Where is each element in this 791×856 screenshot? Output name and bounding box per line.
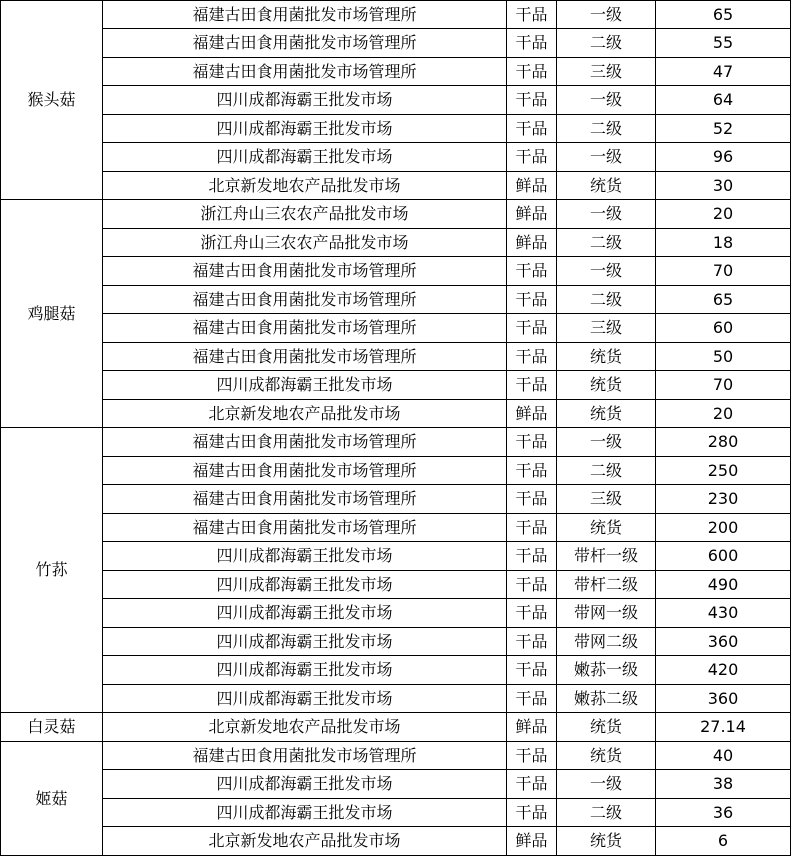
price-cell: 27.14	[656, 713, 791, 742]
form-cell: 鲜品	[507, 827, 557, 856]
table-row	[1, 1, 791, 29]
grade-cell: 一级	[557, 200, 656, 229]
market-cell: 四川成都海霸王批发市场	[103, 685, 507, 713]
price-cell: 490	[656, 571, 791, 599]
form-cell: 干品	[507, 115, 557, 143]
market-cell: 福建古田食用菌批发市场管理所	[103, 742, 507, 770]
form-cell: 干品	[507, 656, 557, 685]
table-row	[1, 656, 791, 685]
market-cell: 北京新发地农产品批发市场	[103, 172, 507, 200]
grade-cell: 统货	[557, 400, 656, 428]
grade-cell: 带网二级	[557, 628, 656, 656]
grade-cell: 二级	[557, 286, 656, 314]
variety-cell: 鸡腿菇	[1, 200, 103, 428]
table-row	[1, 713, 791, 742]
price-cell: 36	[656, 799, 791, 827]
market-cell: 北京新发地农产品批发市场	[103, 400, 507, 428]
price-cell: 47	[656, 58, 791, 86]
price-cell: 64	[656, 86, 791, 115]
table-row	[1, 628, 791, 656]
grade-cell: 一级	[557, 1, 656, 29]
grade-cell: 一级	[557, 86, 656, 115]
price-cell: 70	[656, 257, 791, 286]
variety-cell: 猴头菇	[1, 1, 103, 200]
grade-cell: 三级	[557, 485, 656, 514]
price-cell: 55	[656, 29, 791, 58]
market-cell: 福建古田食用菌批发市场管理所	[103, 457, 507, 485]
market-cell: 福建古田食用菌批发市场管理所	[103, 257, 507, 286]
grade-cell: 二级	[557, 115, 656, 143]
market-cell: 浙江舟山三农农产品批发市场	[103, 200, 507, 229]
grade-cell: 带杆二级	[557, 571, 656, 599]
price-cell: 38	[656, 770, 791, 799]
price-cell: 18	[656, 229, 791, 257]
form-cell: 鲜品	[507, 229, 557, 257]
form-cell: 鲜品	[507, 713, 557, 742]
market-cell: 福建古田食用菌批发市场管理所	[103, 1, 507, 29]
variety-cell: 白灵菇	[1, 713, 103, 742]
table-row	[1, 542, 791, 571]
price-cell: 430	[656, 599, 791, 628]
market-cell: 四川成都海霸王批发市场	[103, 371, 507, 400]
variety-cell: 竹荪	[1, 428, 103, 713]
table-row	[1, 428, 791, 457]
grade-cell: 统货	[557, 827, 656, 856]
form-cell: 干品	[507, 143, 557, 172]
form-cell: 干品	[507, 29, 557, 58]
form-cell: 干品	[507, 628, 557, 656]
table-row	[1, 485, 791, 514]
market-cell: 浙江舟山三农农产品批发市场	[103, 229, 507, 257]
table-row	[1, 371, 791, 400]
table-row	[1, 742, 791, 770]
grade-cell: 统货	[557, 172, 656, 200]
table-row	[1, 343, 791, 371]
table-row	[1, 58, 791, 86]
table-row	[1, 770, 791, 799]
form-cell: 干品	[507, 485, 557, 514]
form-cell: 鲜品	[507, 172, 557, 200]
price-cell: 30	[656, 172, 791, 200]
table-row	[1, 685, 791, 713]
table-row	[1, 229, 791, 257]
market-cell: 四川成都海霸王批发市场	[103, 143, 507, 172]
grade-cell: 一级	[557, 428, 656, 457]
grade-cell: 统货	[557, 371, 656, 400]
table-row	[1, 799, 791, 827]
table-row	[1, 400, 791, 428]
market-cell: 福建古田食用菌批发市场管理所	[103, 314, 507, 343]
form-cell: 干品	[507, 314, 557, 343]
form-cell: 干品	[507, 770, 557, 799]
variety-cell: 姬菇	[1, 742, 103, 856]
table-row	[1, 827, 791, 856]
price-cell: 52	[656, 115, 791, 143]
market-cell: 四川成都海霸王批发市场	[103, 599, 507, 628]
grade-cell: 嫩荪一级	[557, 656, 656, 685]
price-cell: 230	[656, 485, 791, 514]
price-cell: 600	[656, 542, 791, 571]
table-row	[1, 599, 791, 628]
grade-cell: 一级	[557, 257, 656, 286]
market-cell: 北京新发地农产品批发市场	[103, 827, 507, 856]
table-row	[1, 257, 791, 286]
market-cell: 四川成都海霸王批发市场	[103, 115, 507, 143]
grade-cell: 一级	[557, 143, 656, 172]
table-row	[1, 143, 791, 172]
price-cell: 420	[656, 656, 791, 685]
market-cell: 福建古田食用菌批发市场管理所	[103, 286, 507, 314]
table-row	[1, 86, 791, 115]
table-row	[1, 200, 791, 229]
table-row	[1, 172, 791, 200]
grade-cell: 带杆一级	[557, 542, 656, 571]
market-cell: 福建古田食用菌批发市场管理所	[103, 485, 507, 514]
form-cell: 干品	[507, 457, 557, 485]
price-cell: 96	[656, 143, 791, 172]
table-row	[1, 571, 791, 599]
form-cell: 干品	[507, 286, 557, 314]
form-cell: 干品	[507, 599, 557, 628]
grade-cell: 二级	[557, 29, 656, 58]
price-cell: 250	[656, 457, 791, 485]
price-cell: 280	[656, 428, 791, 457]
market-cell: 四川成都海霸王批发市场	[103, 571, 507, 599]
market-cell: 四川成都海霸王批发市场	[103, 86, 507, 115]
grade-cell: 二级	[557, 229, 656, 257]
form-cell: 干品	[507, 571, 557, 599]
market-cell: 四川成都海霸王批发市场	[103, 799, 507, 827]
table-row	[1, 286, 791, 314]
market-cell: 福建古田食用菌批发市场管理所	[103, 514, 507, 542]
grade-cell: 一级	[557, 770, 656, 799]
grade-cell: 嫩荪二级	[557, 685, 656, 713]
grade-cell: 统货	[557, 343, 656, 371]
form-cell: 干品	[507, 86, 557, 115]
table-row	[1, 29, 791, 58]
grade-cell: 统货	[557, 713, 656, 742]
form-cell: 干品	[507, 742, 557, 770]
market-cell: 北京新发地农产品批发市场	[103, 713, 507, 742]
form-cell: 干品	[507, 514, 557, 542]
market-cell: 四川成都海霸王批发市场	[103, 628, 507, 656]
price-cell: 60	[656, 314, 791, 343]
table-row	[1, 115, 791, 143]
form-cell: 鲜品	[507, 400, 557, 428]
grade-cell: 二级	[557, 799, 656, 827]
form-cell: 干品	[507, 685, 557, 713]
form-cell: 干品	[507, 542, 557, 571]
grade-cell: 三级	[557, 314, 656, 343]
price-cell: 20	[656, 200, 791, 229]
form-cell: 干品	[507, 428, 557, 457]
price-cell: 200	[656, 514, 791, 542]
grade-cell: 带网一级	[557, 599, 656, 628]
market-cell: 福建古田食用菌批发市场管理所	[103, 29, 507, 58]
grade-cell: 统货	[557, 514, 656, 542]
price-cell: 70	[656, 371, 791, 400]
market-cell: 四川成都海霸王批发市场	[103, 542, 507, 571]
form-cell: 鲜品	[507, 200, 557, 229]
form-cell: 干品	[507, 343, 557, 371]
form-cell: 干品	[507, 371, 557, 400]
price-cell: 50	[656, 343, 791, 371]
market-cell: 四川成都海霸王批发市场	[103, 770, 507, 799]
grade-cell: 三级	[557, 58, 656, 86]
market-cell: 福建古田食用菌批发市场管理所	[103, 58, 507, 86]
price-table-body	[1, 1, 791, 856]
grade-cell: 统货	[557, 742, 656, 770]
form-cell: 干品	[507, 257, 557, 286]
market-cell: 福建古田食用菌批发市场管理所	[103, 343, 507, 371]
market-cell: 福建古田食用菌批发市场管理所	[103, 428, 507, 457]
price-cell: 6	[656, 827, 791, 856]
market-cell: 四川成都海霸王批发市场	[103, 656, 507, 685]
price-cell: 40	[656, 742, 791, 770]
price-cell: 65	[656, 1, 791, 29]
form-cell: 干品	[507, 58, 557, 86]
price-cell: 20	[656, 400, 791, 428]
grade-cell: 二级	[557, 457, 656, 485]
price-cell: 360	[656, 628, 791, 656]
table-row	[1, 514, 791, 542]
price-cell: 65	[656, 286, 791, 314]
form-cell: 干品	[507, 799, 557, 827]
table-row	[1, 457, 791, 485]
table-row	[1, 314, 791, 343]
price-cell: 360	[656, 685, 791, 713]
form-cell: 干品	[507, 1, 557, 29]
